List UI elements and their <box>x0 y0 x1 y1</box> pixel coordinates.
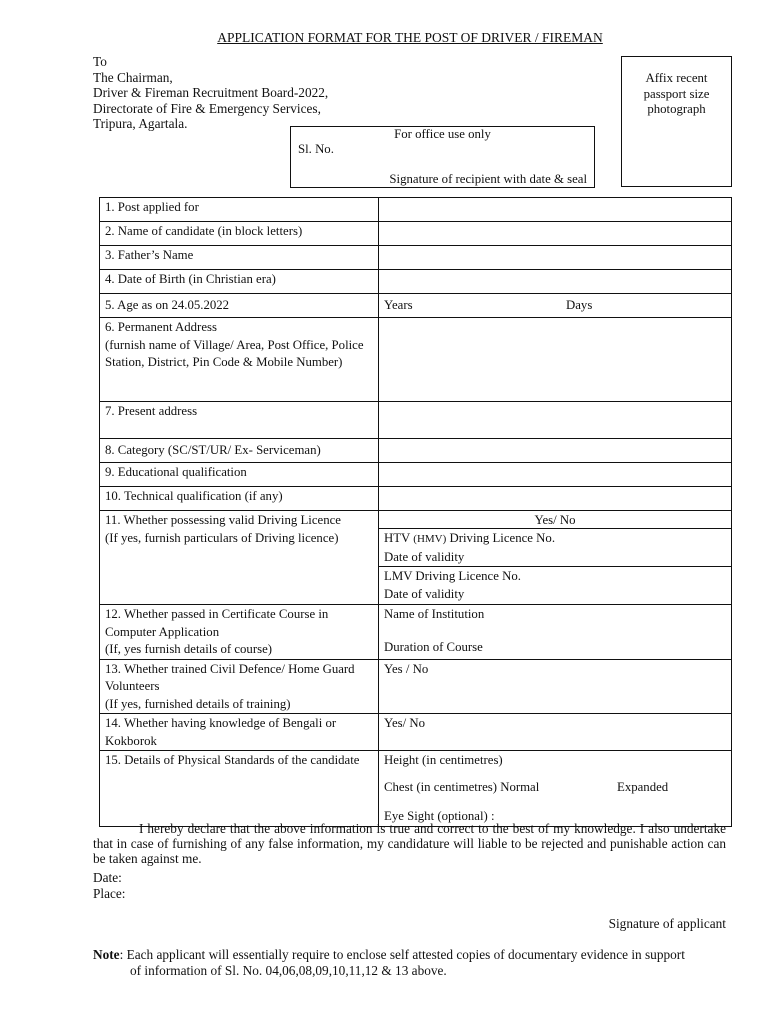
driving-licence-question: 11. Whether possessing valid Driving Licence <box>105 513 341 527</box>
field-candidate-name[interactable] <box>379 222 732 246</box>
permanent-address-title: 6. Permanent Address <box>105 320 217 334</box>
photo-box[interactable] <box>621 56 732 187</box>
office-signature-label: Signature of recipient with date & seal <box>389 172 587 186</box>
chest-normal-label: Chest (in centimetres) Normal <box>384 779 540 794</box>
address-to: To <box>93 54 107 69</box>
form-row-category <box>100 439 732 463</box>
field-age[interactable] <box>379 294 732 318</box>
applicant-signature-label: Signature of applicant <box>608 916 726 931</box>
form-row-technical <box>100 487 732 511</box>
address-line-2: Driver & Fireman Recruitment Board-2022, <box>93 85 329 100</box>
place-label: Place: <box>93 886 126 901</box>
label-post-applied: 1. Post applied for <box>100 198 379 222</box>
institution-name-label: Name of Institution <box>384 607 485 621</box>
form-row-civil-defence <box>100 659 732 714</box>
driving-licence-hint: (If yes, furnish particulars of Driving licence) <box>105 530 339 545</box>
field-category[interactable] <box>379 439 732 463</box>
form-row-physical-standards <box>100 751 732 827</box>
form-row-education <box>100 463 732 487</box>
field-father-name[interactable] <box>379 246 732 270</box>
label-present-address: 7. Present address <box>100 402 379 439</box>
photo-box-line-2: passport size <box>643 86 710 101</box>
height-label: Height (in centimetres) <box>384 753 503 767</box>
form-row-post <box>100 198 732 222</box>
label-date-of-birth: 4. Date of Birth (in Christian era) <box>100 270 379 294</box>
field-technical-qualification[interactable] <box>379 487 732 511</box>
note-text-line-1: : Each applicant will essentially require to enclose self attested copies of documentary evidence in support <box>119 947 685 962</box>
address-line-3: Directorate of Fire & Emergency Services, <box>93 100 321 116</box>
field-present-address[interactable] <box>379 402 732 439</box>
label-age: 5. Age as on 24.05.2022 <box>100 294 379 318</box>
label-permanent-address <box>100 318 379 402</box>
lmv-validity-label: Date of validity <box>384 587 465 601</box>
eye-sight-label: Eye Sight (optional) : <box>384 809 495 823</box>
form-row-computer-course <box>100 605 732 660</box>
label-civil-defence <box>100 659 379 714</box>
label-educational-qualification: 9. Educational qualification <box>100 463 379 487</box>
office-sl-no-label: Sl. No. <box>298 142 334 156</box>
civil-defence-yes-no: Yes / No <box>384 661 429 676</box>
form-row-father <box>100 246 732 270</box>
note-label: Note <box>93 947 120 962</box>
form-row-age <box>100 294 732 318</box>
form-row-name <box>100 222 732 246</box>
field-post-applied[interactable] <box>379 198 732 222</box>
photo-box-line-3: photograph <box>647 102 706 116</box>
label-physical-standards: 15. Details of Physical Standards of the candidate <box>100 751 379 827</box>
field-computer-course[interactable] <box>379 605 732 660</box>
note-block <box>93 947 726 978</box>
driving-licence-yes-no[interactable]: Yes/ No <box>379 511 731 529</box>
field-date-of-birth[interactable] <box>379 270 732 294</box>
permanent-address-hint: (furnish name of Village/ Area, Post Office, Police Station, District, Pin Code & Mobile Number) <box>105 337 364 369</box>
lmv-licence-no-label: LMV Driving Licence No. <box>384 569 521 583</box>
form-row-driving-licence <box>100 511 732 605</box>
age-days-label: Days <box>566 298 593 312</box>
label-technical-qualification: 10. Technical qualification (if any) <box>100 487 379 511</box>
declaration-text: I hereby declare that the above information is true and correct to the best of my knowledge. I also undertake that in case of furnishing of any false information, my candidature will liable to be rejected and punishable action can be taken against me. <box>93 821 726 866</box>
age-years-label: Years <box>384 298 413 312</box>
address-line-4: Tripura, Agartala. <box>93 116 188 131</box>
form-row-language <box>100 714 732 751</box>
office-use-heading: For office use only <box>394 127 491 141</box>
address-line-1: The Chairman, <box>93 69 173 85</box>
civil-defence-question: 13. Whether trained Civil Defence/ Home Guard Volunteers <box>105 661 355 693</box>
chest-row <box>384 779 726 797</box>
field-civil-defence[interactable] <box>379 659 732 714</box>
note-text-line-2: of information of Sl. No. 04,06,08,09,10,11,12 & 13 above. <box>130 962 447 978</box>
form-row-dob <box>100 270 732 294</box>
date-label: Date: <box>93 870 122 885</box>
label-driving-licence <box>100 511 379 605</box>
label-language-knowledge: 14. Whether having knowledge of Bengali or Kokborok <box>100 714 379 751</box>
form-row-present-address <box>100 402 732 439</box>
label-father-name: 3. Father’s Name <box>100 246 379 270</box>
field-educational-qualification[interactable] <box>379 463 732 487</box>
language-yes-no: Yes/ No <box>384 716 426 730</box>
field-permanent-address[interactable] <box>379 318 732 402</box>
computer-course-question: 12. Whether passed in Certificate Course in Computer Application <box>105 607 329 639</box>
htv-validity-label: Date of validity <box>379 548 731 567</box>
computer-course-hint: (If, yes furnish details of course) <box>105 642 273 656</box>
field-language-knowledge[interactable] <box>379 714 732 751</box>
htv-licence-no-label: HTV (HMV) Driving Licence No. <box>384 531 556 545</box>
label-candidate-name: 2. Name of candidate (in block letters) <box>100 222 379 246</box>
application-form-table <box>99 197 732 827</box>
field-driving-licence[interactable] <box>379 511 732 605</box>
label-category: 8. Category (SC/ST/UR/ Ex- Serviceman) <box>100 439 379 463</box>
course-duration-label: Duration of Course <box>384 639 483 654</box>
field-physical-standards[interactable] <box>379 751 732 827</box>
chest-expanded-label: Expanded <box>617 779 669 794</box>
form-row-permanent-address <box>100 318 732 402</box>
label-computer-course <box>100 605 379 660</box>
photo-box-line-1: Affix recent <box>645 71 708 85</box>
addressee-block <box>93 54 328 132</box>
office-use-box <box>290 126 595 188</box>
document-title: APPLICATION FORMAT FOR THE POST OF DRIVER / FIREMAN <box>217 30 603 45</box>
civil-defence-hint: (If yes, furnished details of training) <box>105 696 291 711</box>
